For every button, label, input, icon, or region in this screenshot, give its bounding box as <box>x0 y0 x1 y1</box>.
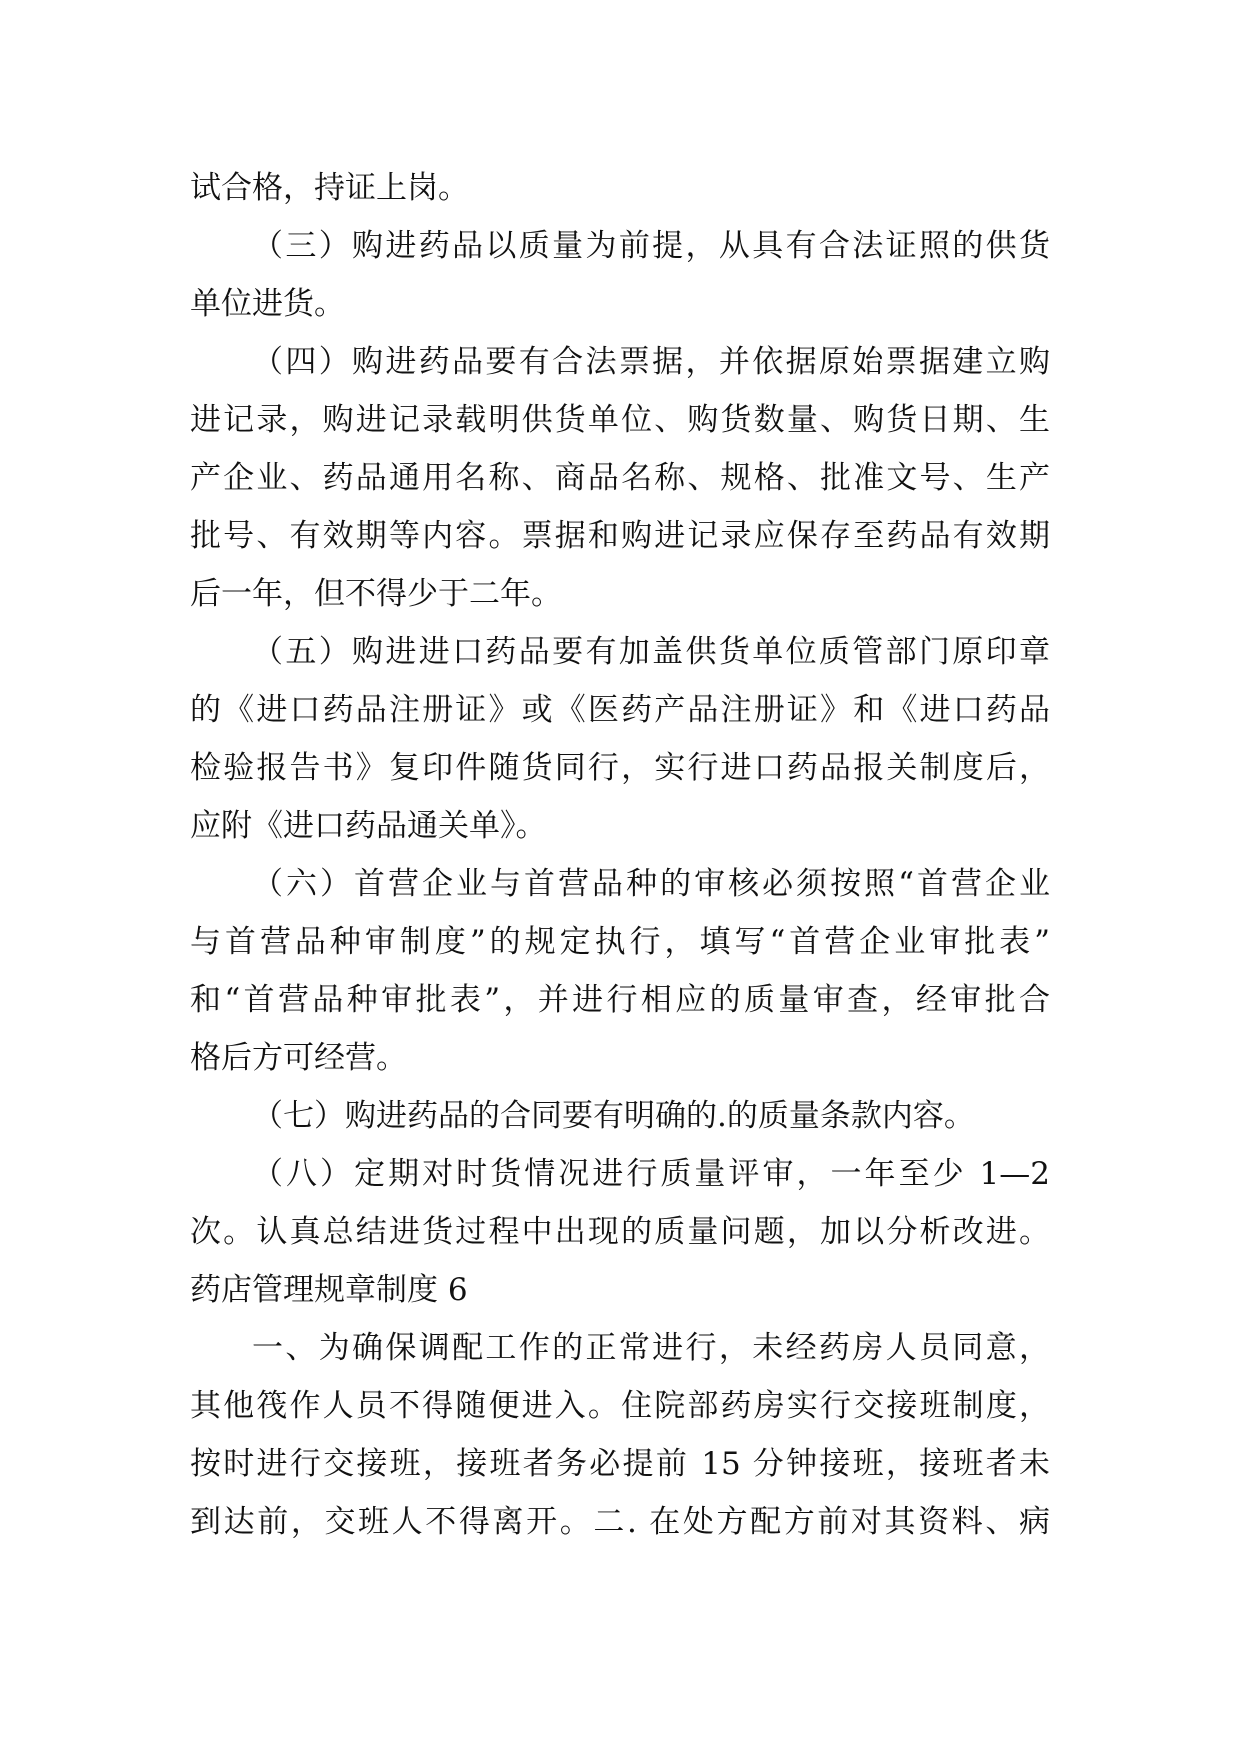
text-line: 的《进口药品注册证》或《医药产品注册证》和《进口药品 <box>190 692 1050 728</box>
text-line: （六）首营企业与首营品种的审核必须按照“首营企业 <box>252 866 1050 902</box>
text-line: （八）定期对时货情况进行质量评审，一年至少 1—2 <box>252 1156 1050 1192</box>
section-heading: 药店管理规章制度 6 <box>190 1272 468 1308</box>
text-line: 产企业、药品通用名称、商品名称、规格、批准文号、生产 <box>190 460 1050 496</box>
text-line: 格后方可经营。 <box>190 1040 407 1076</box>
text-line: 应附《进口药品通关单》。 <box>190 808 547 844</box>
text-line: （七）购进药品的合同要有明确的.的质量条款内容。 <box>252 1098 975 1134</box>
text-line: 和“首营品种审批表”，并进行相应的质量审查，经审批合 <box>190 982 1050 1018</box>
text-line: 进记录，购进记录载明供货单位、购货数量、购货日期、生 <box>190 402 1050 438</box>
text-line: 批号、有效期等内容。票据和购进记录应保存至药品有效期 <box>190 518 1050 554</box>
text-line: 按时进行交接班，接班者务必提前 15 分钟接班，接班者未 <box>190 1446 1050 1482</box>
text-line: （五）购进进口药品要有加盖供货单位质管部门原印章 <box>252 634 1050 670</box>
text-line: （四）购进药品要有合法票据，并依据原始票据建立购 <box>252 344 1050 380</box>
text-line: （三）购进药品以质量为前提，从具有合法证照的供货 <box>252 228 1050 264</box>
text-line: 与首营品种审制度”的规定执行，填写“首营企业审批表” <box>190 924 1050 960</box>
text-line: 试合格，持证上岗。 <box>190 170 469 206</box>
text-line: 检验报告书》复印件随货同行，实行进口药品报关制度后， <box>190 750 1050 786</box>
text-line: 次。认真总结进货过程中出现的质量问题，加以分析改进。 <box>190 1214 1050 1250</box>
text-line: 一、为确保调配工作的正常进行，未经药房人员同意， <box>252 1330 1050 1366</box>
text-line: 后一年，但不得少于二年。 <box>190 576 562 612</box>
text-line: 到达前，交班人不得离开。二. 在处方配方前对其资料、病 <box>190 1504 1050 1540</box>
text-line: 其他筏作人员不得随便进入。住院部药房实行交接班制度， <box>190 1388 1050 1424</box>
text-line: 单位进货。 <box>190 286 345 322</box>
